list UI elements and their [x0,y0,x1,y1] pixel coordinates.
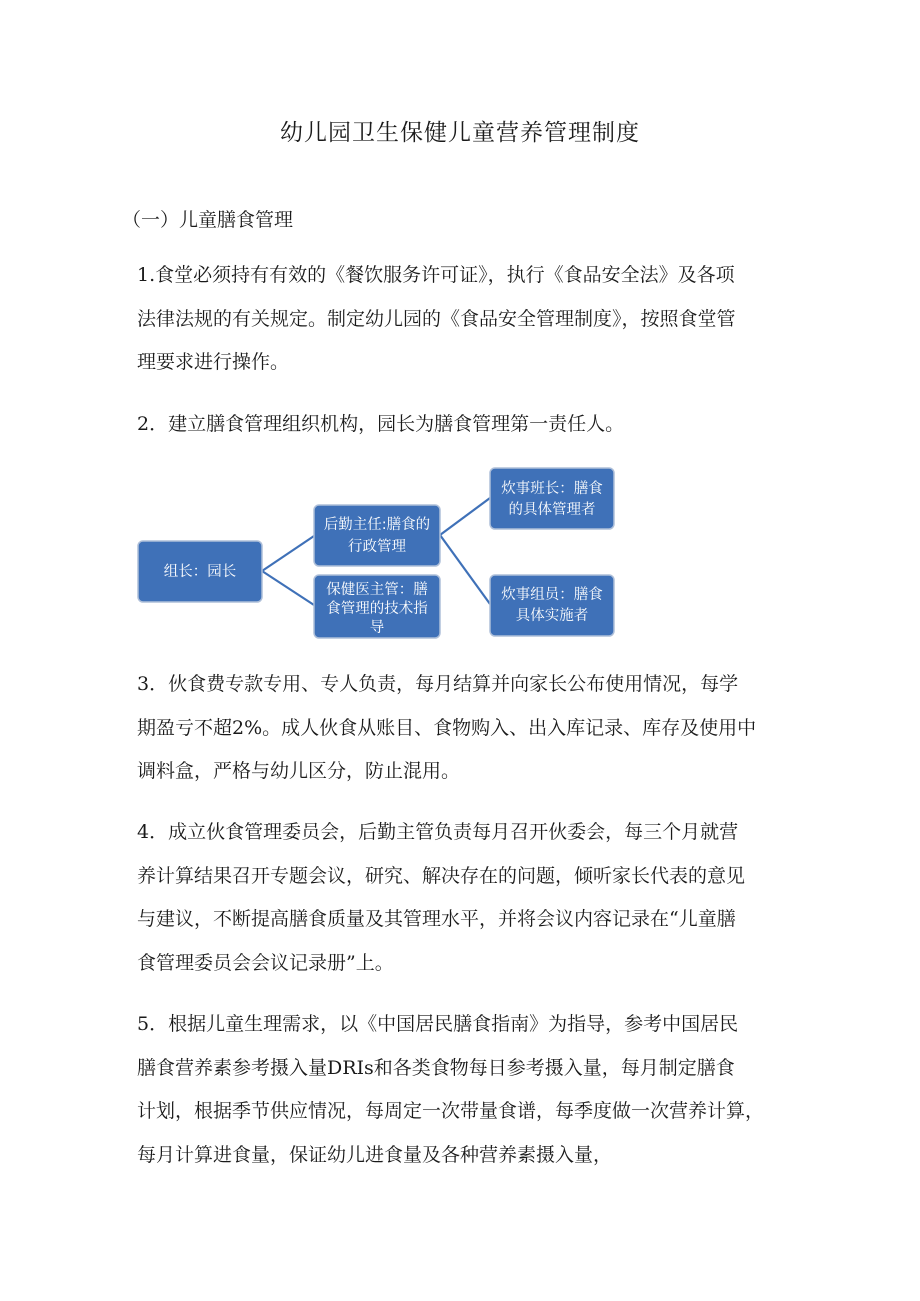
paragraph-line: 3．伙食费专款专用、专人负责，每月结算并向家长公布使用情况，每学 [137,673,739,695]
paragraph-line: 期盈亏不超2%。成人伙食从账目、食物购入、出入库记录、库存及使用中 [137,716,757,739]
paragraph-line: 计划，根据季节供应情况，每周定一次带量食谱，每季度做一次营养计算， [137,1100,765,1122]
paragraph-line: 1.食堂必须持有有效的《餐饮服务许可证》，执行《食品安全法》及各项 [137,264,735,286]
org-node-cook-member [490,575,614,636]
org-node-logistics-line: 行政管理 [348,539,406,555]
paragraph-line: 养计算结果召开专题会议，研究、解决存在的问题，倾听家长代表的意见 [137,864,746,887]
paragraph-line: 法律法规的有关规定。制定幼儿园的《食品安全管理制度》，按照食堂管 [137,307,736,330]
org-node-health-line: 导 [369,620,385,636]
paragraph-3 [137,663,797,794]
org-node-health-line: 保健医主管：膳 [326,582,428,598]
org-node-cook-member-line: 具体实施者 [515,608,589,624]
org-node-cook-lead-line: 炊事班长：膳食 [501,481,603,497]
org-node-cook-lead-line: 的具体管理者 [508,502,596,518]
paragraph-line: 4．成立伙食管理委员会，后勤主管负责每月召开伙委会，每三个月就营 [137,821,739,843]
org-node-health-line: 食管理的技术指 [326,601,428,617]
paragraph-line: 调料盒，严格与幼儿区分，防止混用。 [137,760,461,782]
paragraph-line: 理要求进行操作。 [137,351,290,373]
connector-logistics-cooklead [440,498,490,535]
section-heading: （一）儿童膳食管理 [122,209,294,231]
paragraph-line: 每月计算进食量，保证幼儿进食量及各种营养素摄入量， [137,1143,613,1166]
org-node-cook-lead [490,468,614,529]
paragraph-line: 膳食营养素参考摄入量DRIs和各类食物每日参考摄入量，每月制定膳食 [137,1056,735,1079]
org-node-logistics-line: 后勤主任:膳食的 [323,517,431,533]
document-title: 幼儿园卫生保健儿童营养管理制度 [280,120,640,146]
paragraph-line: 2．建立膳食管理组织机构，园长为膳食管理第一责任人。 [137,413,625,435]
org-node-health [314,575,440,638]
org-node-logistics [314,505,440,566]
org-node-cook-member-line: 炊事组员：膳食 [501,587,603,603]
org-node-root [138,541,262,602]
paragraph-line: 5．根据儿童生理需求，以《中国居民膳食指南》为指导，参考中国居民 [137,1013,739,1035]
connector-logistics-cookmember [440,535,490,604]
org-node-root-label: 组长：园长 [163,564,237,580]
connector-root-logistics [262,536,314,571]
paragraph-line: 食管理委员会会议记录册”上。 [137,951,394,974]
connector-root-health [262,571,314,605]
paragraph-5 [137,1003,797,1177]
paragraph-4 [137,811,797,985]
paragraph-line: 与建议，不断提高膳食质量及其管理水平，并将会议内容记录在“儿童膳 [137,908,736,930]
